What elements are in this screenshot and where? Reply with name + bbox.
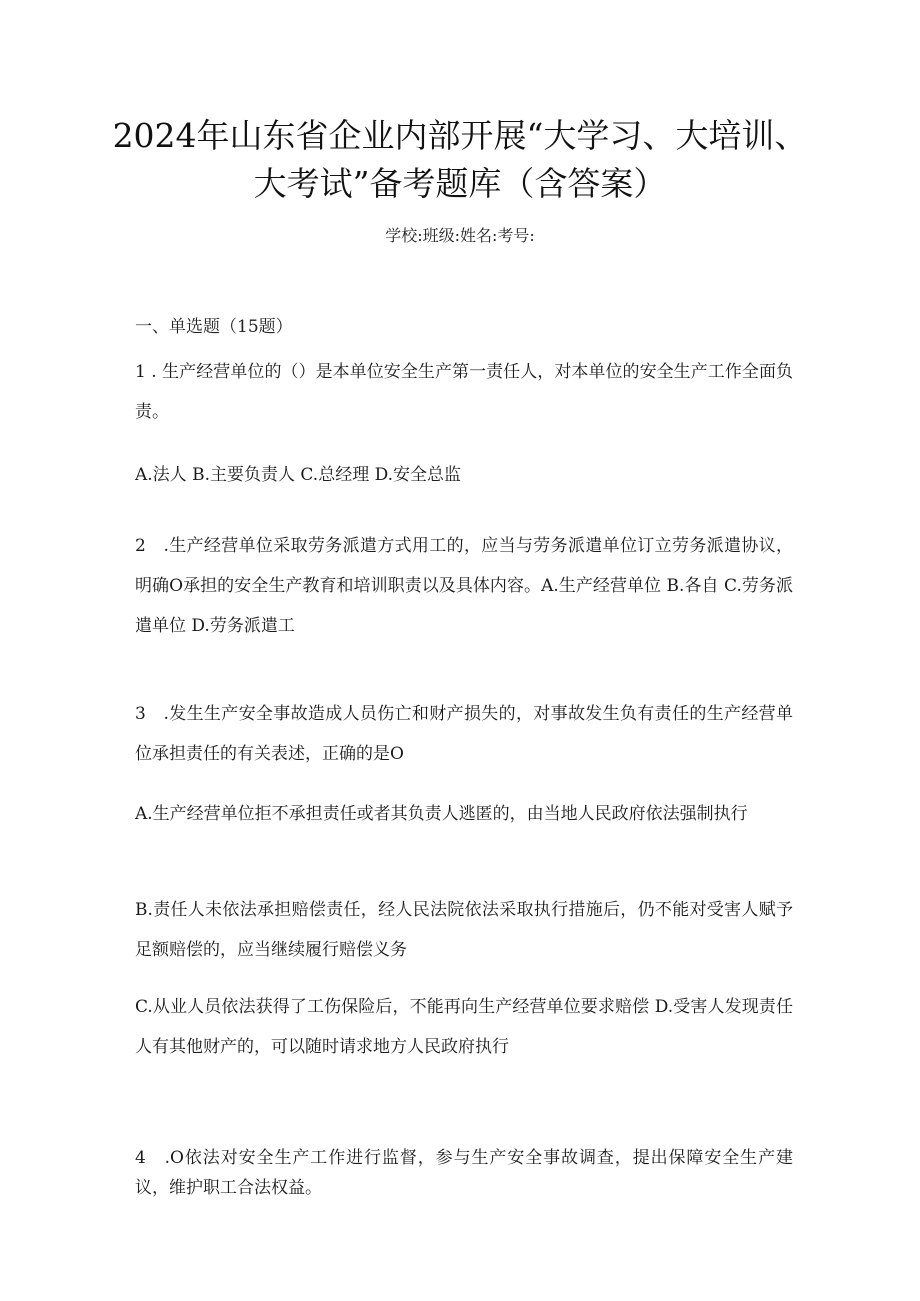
question-1-stem: 1 . 生产经营单位的（）是本单位安全生产第一责任人，对本单位的安全生产工作全面负责。 bbox=[135, 362, 793, 422]
question-2-stem: 2 .生产经营单位采取劳务派遣方式用工的，应当与劳务派遣单位订立劳务派遣协议，明确O承担的安全生产教育和培训职责以及具体内容。A.生产经营单位 B.各自 C.劳务派遣单位 D.劳务派遣工 bbox=[135, 536, 793, 636]
question-3-stem: 3 .发生生产安全事故造成人员伤亡和财产损失的，对事故发生负有责任的生产经营单位承担责任的有关表述，正确的是O bbox=[135, 704, 793, 764]
document-title: 2024年山东省企业内部开展“大学习、大培训、大考试”备考题库（含答案） bbox=[112, 116, 808, 203]
student-info-line: 学校:班级:姓名:考号: bbox=[385, 226, 535, 245]
question-3-option-a: A.生产经营单位拒不承担责任或者其负责人逃匿的，由当地人民政府依法强制执行 bbox=[135, 804, 748, 824]
question-1-options: A.法人 B.主要负责人 C.总经理 D.安全总监 bbox=[135, 465, 462, 485]
question-3-option-b: B.责任人未依法承担赔偿责任，经人民法院依法采取执行措施后，仍不能对受害人赋予足额赔偿的，应当继续履行赔偿义务 bbox=[135, 900, 793, 960]
question-4-stem: 4 .O依法对安全生产工作进行监督，参与生产安全事故调查，提出保障安全生产建议，维护职工合法权益。 bbox=[135, 1148, 793, 1198]
section-heading: 一、单选题（15题） bbox=[135, 317, 293, 337]
question-3-option-cd: C.从业人员依法获得了工伤保险后，不能再向生产经营单位要求赔偿 D.受害人发现责任人有其他财产的，可以随时请求地方人民政府执行 bbox=[135, 997, 793, 1057]
